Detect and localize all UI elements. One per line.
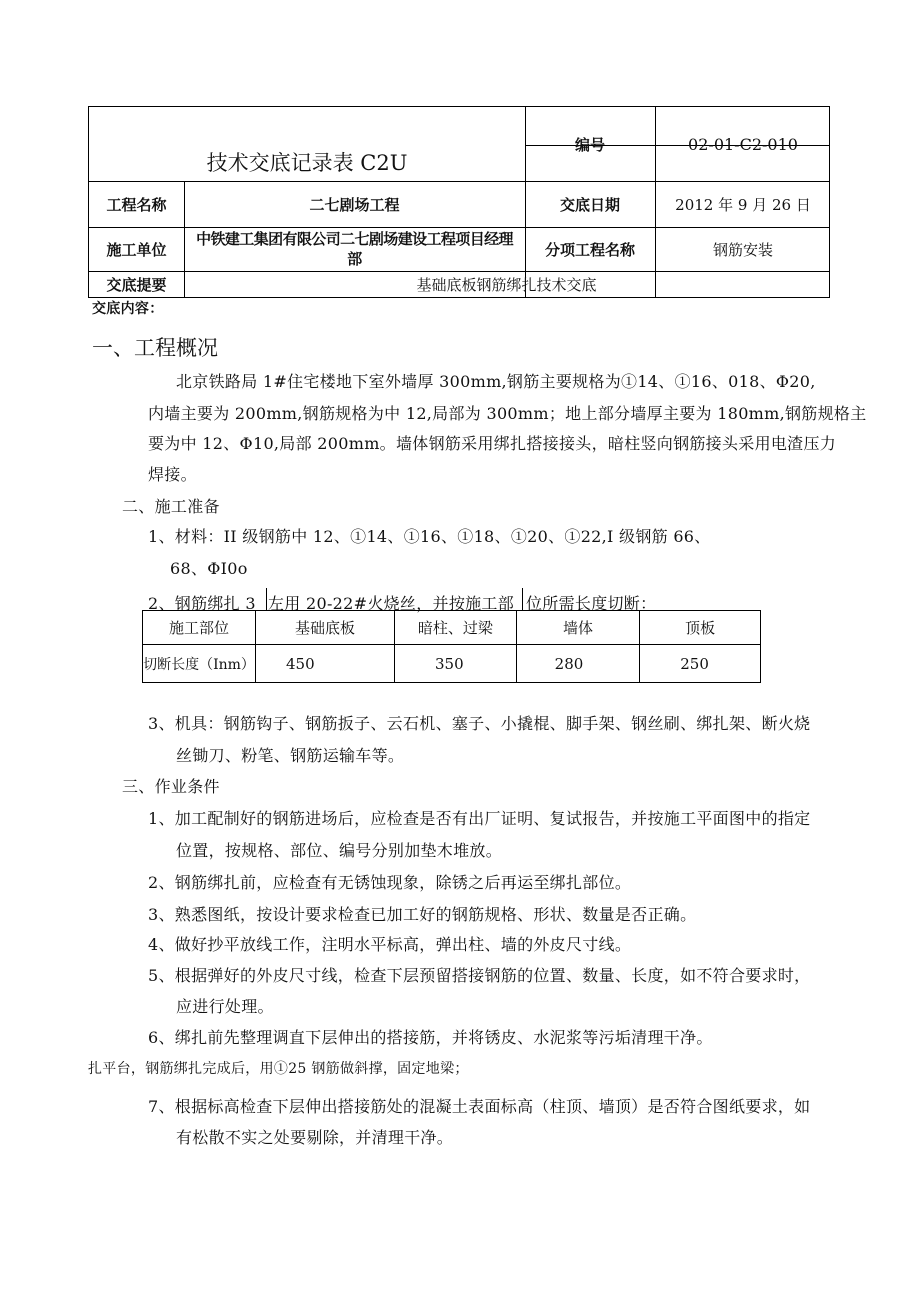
project-value: 二七剧场工程 — [309, 195, 400, 214]
form-title-text: 技术交底记录表 C2U — [206, 151, 408, 175]
table-cell: 280 — [516, 645, 640, 683]
unit-value — [184, 227, 525, 271]
list-item: 丝锄刀、粉笔、钢筋运输车等。 — [176, 746, 405, 765]
list-item: 68、ΦI0o — [170, 559, 248, 578]
unit-value-line1: 中铁建工集团有限公司二七剧场建设工程项目经理 — [196, 230, 513, 248]
section-title-conditions: 三、作业条件 — [122, 777, 220, 796]
table-cell: 450 — [255, 645, 394, 683]
divider — [522, 588, 523, 610]
summary-label: 交底提要 — [106, 275, 167, 294]
list-item: 1、材料：II 级钢筋中 12、①14、①16、①18、①20、①22,I 级钢筋 66、 — [148, 527, 711, 546]
list-item: 2、钢筋绑扎前，应检查有无锈蚀现象，除锈之后再运至绑扎部位。 — [148, 873, 632, 892]
list-item: 应进行处理。 — [176, 997, 274, 1016]
project-label: 工程名称 — [106, 195, 167, 214]
unit-value-line2: 部 — [347, 250, 362, 268]
paragraph-line: 要为中 12、Φ10,局部 200mm。墙体钢筋采用绑扎搭接接头，暗柱竖向钢筋接头采用电渣压力 — [148, 434, 837, 453]
paragraph-line: 焊接。 — [148, 465, 197, 484]
sub-project-label: 分项工程名称 — [544, 240, 635, 259]
table-header-cell: 基础底板 — [255, 611, 394, 645]
form-title — [89, 143, 525, 181]
table-row — [143, 611, 761, 645]
list-item: 5、根据弹好的外皮尺寸线，检查下层预留搭接钢筋的位置、数量、长度，如不符合要求时， — [148, 966, 811, 985]
date-value: 2012 年 9 月 26 日 — [675, 195, 811, 214]
table-header-cell: 顶板 — [640, 611, 761, 645]
table-header-cell: 墙体 — [516, 611, 640, 645]
number-value: 02-01-C2-010 — [688, 134, 798, 154]
paragraph-line: 内墙主要为 200mm,钢筋规格为中 12,局部为 300mm；地上部分墙厚主要为 180mm,钢筋规格主 — [148, 404, 867, 423]
table-row — [143, 645, 761, 683]
table-header-cell: 施工部位 — [143, 611, 256, 645]
section-title-overview: 一、工程概况 — [92, 336, 218, 360]
list-item: 位置，按规格、部位、编号分别加垫木堆放。 — [176, 841, 503, 860]
list-item: 左用 20-22#火烧丝，并按施工部 — [268, 594, 515, 613]
table-header-cell: 暗柱、过梁 — [394, 611, 516, 645]
divider — [266, 588, 267, 610]
cut-length-table — [142, 610, 761, 683]
list-item: 3、熟悉图纸，按设计要求检查已加工好的钢筋规格、形状、数量是否正确。 — [148, 905, 697, 924]
list-item: 1、加工配制好的钢筋进场后，应检查是否有出厂证明、复试报告，并按施工平面图中的指定 — [148, 809, 811, 828]
unit-label: 施工单位 — [106, 240, 167, 259]
list-item: 6、绑扎前先整理调直下层伸出的搭接筋，并将锈皮、水泥浆等污垢清理干净。 — [148, 1028, 713, 1047]
list-item: 2、钢筋绑扎 3 — [148, 594, 256, 613]
summary-value: 基础底板钢筋绑扎技术交底 — [416, 275, 597, 294]
list-item: 有松散不实之处要剔除，并清理干净。 — [176, 1128, 454, 1147]
section-title-preparation: 二、施工准备 — [122, 497, 220, 516]
table-cell: 350 — [394, 645, 516, 683]
table-row-label: 切断长度（Inm） — [143, 645, 256, 683]
number-label: 编号 — [574, 135, 605, 154]
header-table — [88, 106, 830, 298]
list-item: 位所需长度切断： — [526, 594, 657, 613]
table-cell: 250 — [640, 645, 761, 683]
sub-project-value: 钢筋安装 — [712, 240, 773, 259]
list-item: 扎平台，钢筋绑扎完成后，用①25 钢筋做斜撑，固定地梁； — [88, 1061, 469, 1077]
list-item: 3、机具：钢筋钩子、钢筋扳子、云石机、塞子、小撬棍、脚手架、钢丝刷、绑扎架、断火烧 — [148, 714, 811, 733]
content-label: 交底内容： — [92, 301, 164, 317]
date-label: 交底日期 — [559, 195, 620, 214]
paragraph-line: 北京铁路局 1#住宅楼地下室外墙厚 300mm,钢筋主要规格为①14、①16、018、Φ20, — [176, 372, 816, 391]
list-item: 7、根据标高检查下层伸出搭接筋处的混凝土表面标高（柱顶、墙顶）是否符合图纸要求，如 — [148, 1097, 811, 1116]
list-item: 4、做好抄平放线工作，注明水平标高，弹出柱、墙的外皮尺寸线。 — [148, 935, 632, 954]
